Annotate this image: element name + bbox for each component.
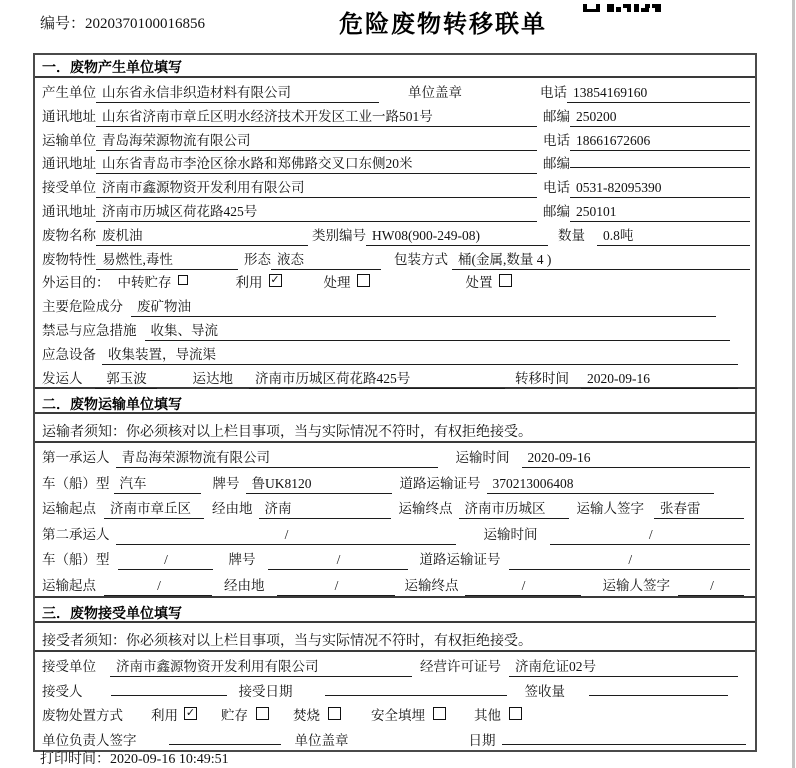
row-hazard bbox=[35, 292, 755, 316]
acceptor-value bbox=[111, 694, 227, 696]
addr3-label: 通讯地址 bbox=[42, 203, 96, 219]
plate1-label: 牌号 bbox=[212, 475, 240, 491]
checkbox-icon bbox=[357, 274, 370, 287]
zip2-label: 邮编 bbox=[543, 156, 570, 172]
transporter-notice: 运输者须知：你必须核对以上栏目事项，当与实际情况不符时，有权拒绝接受。 bbox=[35, 414, 755, 443]
row-transporter-address bbox=[35, 149, 755, 173]
dest-label: 运达地 bbox=[192, 370, 233, 386]
serial-number bbox=[40, 12, 205, 33]
time1-value: 2020-09-16 bbox=[522, 450, 751, 468]
license-label: 经营许可证号 bbox=[420, 659, 501, 675]
sign2-label: 运输人签字 bbox=[602, 577, 670, 593]
waste-name-value: 废机油 bbox=[96, 224, 308, 246]
vehicle1-label: 车（船）型 bbox=[42, 475, 110, 491]
row-waste-character bbox=[35, 245, 755, 269]
checkbox-icon bbox=[499, 274, 512, 287]
origin2-value: / bbox=[104, 578, 212, 596]
via1-value: 济南 bbox=[259, 497, 391, 519]
packing-label: 包装方式 bbox=[394, 251, 448, 267]
checkbox-icon bbox=[178, 275, 188, 285]
checkbox-icon bbox=[433, 707, 446, 720]
zip3-value: 250101 bbox=[570, 204, 750, 222]
row-receiver bbox=[35, 173, 755, 197]
row-waste-name bbox=[35, 221, 755, 245]
row-carrier2 bbox=[35, 520, 755, 546]
plate2-label: 牌号 bbox=[228, 552, 256, 568]
row-purpose bbox=[35, 268, 755, 292]
row-producer bbox=[35, 78, 755, 102]
origin2-label: 运输起点 bbox=[42, 577, 96, 593]
row-route1 bbox=[35, 494, 755, 520]
category-label: 类别编号 bbox=[312, 227, 366, 243]
road1-value: 370213006408 bbox=[487, 476, 715, 494]
transfer-time-value: 2020-09-16 bbox=[581, 371, 738, 389]
purpose-option-label: 利用 bbox=[235, 275, 263, 291]
time1-label: 运输时间 bbox=[455, 450, 510, 466]
origin1-label: 运输起点 bbox=[42, 501, 96, 517]
unit-seal-label: 单位盖章 bbox=[408, 85, 462, 100]
road1-label: 道路运输证号 bbox=[399, 475, 481, 491]
row-transporter bbox=[35, 126, 755, 150]
transfer-time-label: 转移时间 bbox=[515, 370, 569, 386]
row-carrier1 bbox=[35, 443, 755, 469]
carrier1-value: 青岛海荣源物流有限公司 bbox=[116, 446, 438, 468]
vehicle2-value: / bbox=[118, 552, 213, 570]
quantity-label: 数量 bbox=[558, 227, 585, 243]
receiver3-value: 济南市鑫源物资开发利用有限公司 bbox=[110, 655, 412, 677]
page-title: 危险废物转移联单 bbox=[339, 11, 547, 38]
responsible-sign-label: 单位负责人签字 bbox=[42, 732, 137, 748]
print-time-label: 打印时间： bbox=[40, 752, 110, 767]
shipper-label: 发运人 bbox=[42, 370, 83, 386]
row-disposal bbox=[35, 701, 755, 726]
row-vehicle1 bbox=[35, 469, 755, 495]
purpose-option-label: 中转贮存 bbox=[117, 275, 172, 291]
phone3-value: 0531-82095390 bbox=[570, 180, 750, 198]
purpose-option-label: 处置 bbox=[465, 275, 493, 291]
via1-label: 经由地 bbox=[212, 501, 253, 517]
end2-label: 运输终点 bbox=[404, 577, 459, 593]
zip3-label: 邮编 bbox=[543, 203, 570, 219]
row-route2 bbox=[35, 571, 755, 597]
producer-value: 山东省永信非织造材料有限公司 bbox=[96, 81, 379, 103]
phone2-label: 电话 bbox=[543, 132, 570, 148]
packing-value: 桶(金属,数量 4 ) bbox=[452, 248, 750, 270]
form-label: 形态 bbox=[244, 251, 271, 267]
purpose-label: 外运目的： bbox=[42, 275, 110, 291]
time2-value: / bbox=[550, 527, 751, 545]
plate2-value: / bbox=[268, 552, 408, 570]
serial-value: 2020370100016856 bbox=[85, 16, 206, 32]
manifest-form bbox=[33, 53, 757, 752]
row-responsible-sign bbox=[35, 726, 755, 751]
waste-name-label: 废物名称 bbox=[42, 227, 96, 243]
phone1-value: 13854169160 bbox=[567, 85, 750, 103]
checkbox-icon bbox=[328, 707, 341, 720]
via2-value: / bbox=[277, 578, 395, 596]
print-time-value: 2020-09-16 10:49:51 bbox=[110, 752, 229, 767]
category-value: HW08(900-249-08) bbox=[366, 228, 548, 246]
license-value: 济南危证02号 bbox=[509, 655, 738, 677]
addr1-label: 通讯地址 bbox=[42, 108, 96, 124]
quantity-value: 0.8吨 bbox=[597, 224, 750, 246]
dest-value: 济南市历城区荷花路425号 bbox=[249, 367, 505, 389]
vehicle1-value: 汽车 bbox=[114, 472, 201, 494]
qr-code-fragment bbox=[583, 0, 663, 9]
end1-label: 运输终点 bbox=[398, 501, 453, 517]
taboo-label: 禁忌与应急措施 bbox=[42, 322, 137, 338]
receipt-value bbox=[589, 694, 728, 696]
carrier2-label: 第二承运人 bbox=[42, 526, 110, 542]
row-vehicle2 bbox=[35, 545, 755, 571]
addr1-value: 山东省济南市章丘区明水经济技术开发区工业一路501号 bbox=[96, 105, 537, 127]
date-label: 日期 bbox=[468, 732, 496, 748]
sign1-value: 张春雷 bbox=[654, 497, 744, 519]
addr3-value: 济南市历城区荷花路425号 bbox=[96, 200, 537, 222]
row-shipper bbox=[35, 364, 755, 388]
accept-date-value bbox=[325, 694, 507, 696]
zip1-value: 250200 bbox=[570, 109, 750, 127]
hazard-label: 主要危险成分 bbox=[42, 299, 123, 315]
responsible-sign-value bbox=[169, 743, 281, 745]
disposal-label: 废物处置方式 bbox=[42, 708, 123, 724]
checkbox-icon bbox=[509, 707, 522, 720]
equipment-value: 收集装置，导流渠 bbox=[102, 343, 738, 365]
sign1-label: 运输人签字 bbox=[576, 501, 644, 517]
zip1-label: 邮编 bbox=[543, 108, 570, 124]
road2-value: / bbox=[509, 552, 751, 570]
receipt-label: 签收量 bbox=[524, 683, 565, 699]
phone2-value: 18661672606 bbox=[570, 133, 750, 151]
carrier2-value: / bbox=[116, 527, 456, 545]
taboo-value: 收集、导流 bbox=[145, 319, 731, 341]
via2-label: 经由地 bbox=[224, 577, 265, 593]
row-acceptor bbox=[35, 677, 755, 702]
equipment-label: 应急设备 bbox=[42, 346, 96, 362]
end1-value: 济南市历城区 bbox=[459, 497, 569, 519]
character-value: 易燃性,毒性 bbox=[96, 248, 238, 270]
form-value: 液态 bbox=[271, 248, 381, 270]
road2-label: 道路运输证号 bbox=[419, 552, 501, 568]
addr2-value: 山东省青岛市李沧区徐水路和郑佛路交叉口东侧20米 bbox=[96, 152, 537, 174]
acceptor-label: 接受人 bbox=[42, 683, 83, 699]
receiver-notice: 接受者须知：你必须核对以上栏目事项，当与实际情况不符时，有权拒绝接受。 bbox=[35, 623, 755, 652]
row-taboo bbox=[35, 316, 755, 340]
disposal-option-label: 其他 bbox=[474, 708, 501, 724]
disposal-option-label: 贮存 bbox=[221, 708, 248, 724]
disposal-option-label: 利用 bbox=[151, 708, 178, 724]
carrier1-label: 第一承运人 bbox=[42, 450, 110, 466]
checkbox-icon bbox=[256, 707, 269, 720]
sign2-value: / bbox=[678, 578, 744, 596]
receiver1-label: 接受单位 bbox=[42, 180, 96, 196]
checkbox-checked-icon: ✓ bbox=[270, 272, 280, 286]
receiver1-value: 济南市鑫源物资开发利用有限公司 bbox=[96, 176, 537, 198]
purpose-option-label: 处理 bbox=[323, 275, 351, 291]
hazard-value: 废矿物油 bbox=[131, 295, 716, 317]
end2-value: / bbox=[465, 578, 581, 596]
row-producer-address bbox=[35, 102, 755, 126]
shipper-value: 郭玉波 bbox=[95, 367, 157, 389]
producer-label: 产生单位 bbox=[42, 85, 96, 100]
row-accept-unit bbox=[35, 652, 755, 677]
accept-date-label: 接受日期 bbox=[238, 683, 293, 699]
section3-heading: 三．废物接受单位填写 bbox=[35, 596, 755, 623]
serial-label: 编号： bbox=[40, 16, 86, 32]
transporter-label: 运输单位 bbox=[42, 132, 96, 148]
row-equipment bbox=[35, 340, 755, 364]
print-time bbox=[40, 748, 229, 768]
unit-seal2-label: 单位盖章 bbox=[294, 732, 349, 748]
row-receiver-address bbox=[35, 197, 755, 221]
section1-heading: 一．废物产生单位填写 bbox=[35, 55, 755, 78]
disposal-option-label: 焚烧 bbox=[293, 708, 320, 724]
receiver3-label: 接受单位 bbox=[42, 659, 96, 675]
page-edge bbox=[792, 0, 795, 768]
plate1-value: 鲁UK8120 bbox=[246, 472, 392, 494]
phone1-label: 电话 bbox=[540, 85, 567, 100]
vehicle2-label: 车（船）型 bbox=[42, 552, 110, 568]
character-label: 废物特性 bbox=[42, 251, 96, 267]
disposal-option-label: 安全填埋 bbox=[371, 708, 425, 724]
origin1-value: 济南市章丘区 bbox=[104, 497, 204, 519]
date-value bbox=[502, 743, 747, 745]
section2-heading: 二．废物运输单位填写 bbox=[35, 387, 755, 414]
zip2-value bbox=[570, 166, 750, 168]
checkbox-checked-icon: ✓ bbox=[185, 706, 196, 720]
time2-label: 运输时间 bbox=[483, 526, 538, 542]
transporter-value: 青岛海荣源物流有限公司 bbox=[96, 129, 537, 151]
addr2-label: 通讯地址 bbox=[42, 156, 96, 172]
phone3-label: 电话 bbox=[543, 180, 570, 196]
